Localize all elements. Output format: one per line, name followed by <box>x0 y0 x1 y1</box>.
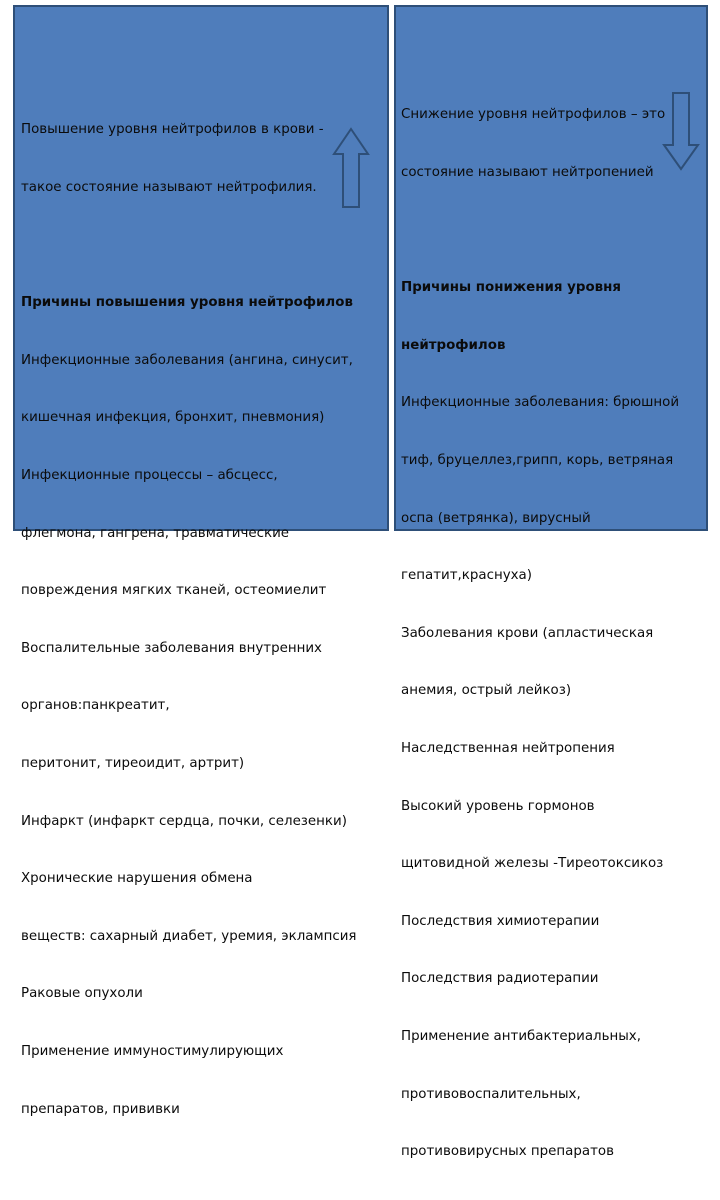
left-cause-line: флегмона, гангрена, травматические <box>21 525 290 541</box>
right-cause-line: гепатит,краснуха) <box>401 568 532 584</box>
right-cause-line: Инфекционные заболевания: брюшной <box>401 395 680 411</box>
left-cause-line: препаратов, прививки <box>21 1101 180 1117</box>
right-panel-content <box>401 67 679 1200</box>
left-cause-line: Инфекционные заболевания (ангина, синусит, <box>21 352 353 368</box>
left-cause-line: Инфаркт (инфаркт сердца, почки, селезенки) <box>21 813 347 829</box>
right-cause-line: Высокий уровень гормонов <box>401 798 595 814</box>
left-cause-line: Раковые опухоли <box>21 986 143 1002</box>
left-panel-content <box>21 82 356 1157</box>
left-cause-line: Инфекционные процессы – абсцесс, <box>21 467 278 483</box>
left-cause-line: кишечная инфекция, бронхит, пневмония) <box>21 410 325 426</box>
right-spacer <box>401 221 679 240</box>
left-cause-line: органов:панкреатит, <box>21 698 170 714</box>
left-cause-line: Воспалительные заболевания внутренних <box>21 640 322 656</box>
right-cause-line: противовоспалительных, <box>401 1086 581 1102</box>
arrow-down-icon <box>662 91 700 171</box>
right-cause-line: щитовидной железы -Тиреотоксикоз <box>401 856 664 872</box>
left-cause-line: повреждения мягких тканей, остеомиелит <box>21 583 327 599</box>
right-cause-line: Применение антибактериальных, <box>401 1028 641 1044</box>
left-cause-line: Применение иммуностимулирующих <box>21 1043 284 1059</box>
left-cause-line: перитонит, тиреоидит, артрит) <box>21 755 245 771</box>
right-heading-line: нейтрофилов <box>401 337 506 353</box>
left-cause-line: веществ: сахарный диабет, уремия, эклампсия <box>21 928 357 944</box>
arrow-up-icon <box>332 127 370 209</box>
left-spacer <box>21 236 356 255</box>
left-cause-line: Хронические нарушения обмена <box>21 871 253 887</box>
right-cause-line: Заболевания крови (апластическая <box>401 625 654 641</box>
left-heading: Причины повышения уровня нейтрофилов <box>21 295 353 311</box>
right-cause-line: Наследственная нейтропения <box>401 740 615 756</box>
right-cause-line: противовирусных препаратов <box>401 1144 614 1160</box>
right-intro-line: Снижение уровня нейтрофилов – это <box>401 107 666 123</box>
left-intro-line: такое состояние называют нейтрофилия. <box>21 180 317 195</box>
right-cause-line: анемия, острый лейкоз) <box>401 683 572 699</box>
right-heading-line: Причины понижения уровня <box>401 280 621 296</box>
right-panel-neutropenia <box>394 5 708 1160</box>
right-cause-line: Последствия радиотерапии <box>401 971 599 987</box>
left-panel-neutrophilia <box>13 5 389 1117</box>
right-intro-line: состояние называют нейтропенией <box>401 165 654 180</box>
left-intro-line: Повышение уровня нейтрофилов в крови - <box>21 122 324 138</box>
right-cause-line: тиф, бруцеллез,грипп, корь, ветряная <box>401 452 674 468</box>
right-cause-line: Последствия химиотерапии <box>401 913 600 929</box>
right-cause-line: оспа (ветрянка), вирусный <box>401 510 591 526</box>
